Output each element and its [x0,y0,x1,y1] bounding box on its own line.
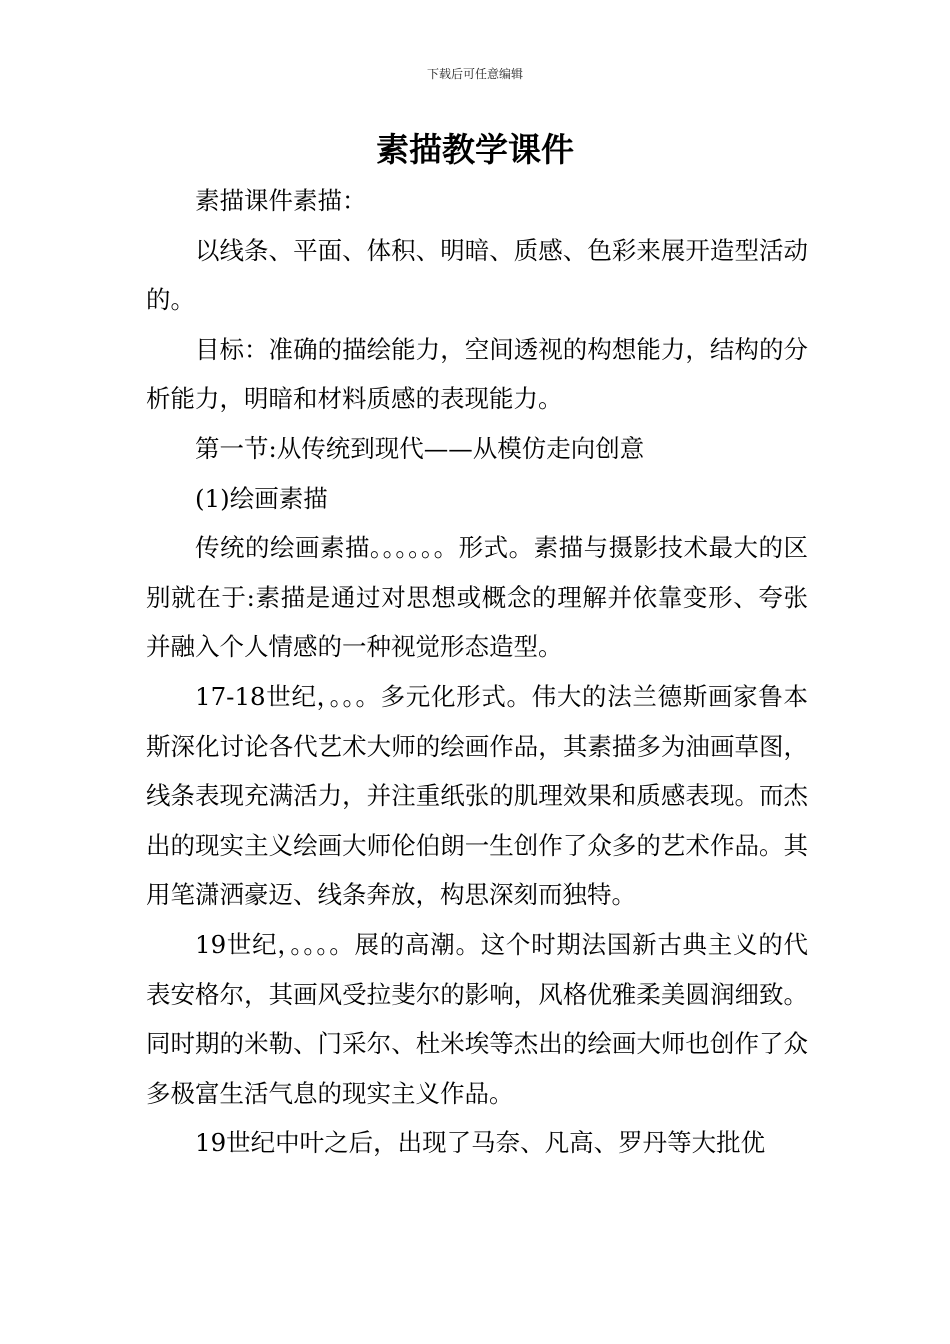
paragraph-traditional: 传统的绘画素描。。。。。。形式。素描与摄影技术最大的区别就在于:素描是通过对思想或概念的理解并依靠变形、夸张并融入个人情感的一种视觉形态造型。 [146,533,808,662]
paragraph-intro-label: 素描课件素描： [195,186,367,215]
section-heading: 第一节:从传统到现代——从模仿走向创意 [195,433,645,463]
paragraph-17-18-century: 17-18世纪，。。。多元化形式。伟大的法兰德斯画家鲁本斯深化讨论各代艺术大师的绘画作品，其素描多为油画草图，线条表现充满活力，并注重纸张的肌理效果和质感表现。而杰出的现实主义绘画大师伦伯朗一生创作了众多的艺术作品。其用笔潇洒豪迈、线条奔放，构思深刻而独特。 [146,681,808,910]
page-header-note: 下载后可任意编辑 [426,67,523,81]
paragraph-mid-19-century: 19世纪中叶之后，出现了马奈、凡高、罗丹等大批优 [195,1128,766,1158]
paragraph-goals: 目标：准确的描绘能力，空间透视的构想能力，结构的分析能力，明暗和材料质感的表现能力。 [146,334,808,414]
document-title: 素描教学课件 [376,130,574,169]
subsection-heading: (1)绘画素描 [195,483,328,513]
paragraph-definition: 以线条、平面、体积、明暗、质感、色彩来展开造型活动的。 [146,235,808,315]
document-body [146,176,808,1168]
paragraph-19-century: 19世纪，。。。。展的高潮。这个时期法国新古典主义的代表安格尔，其画风受拉斐尔的影响，风格优雅柔美圆润细致。同时期的米勒、门采尔、杜米埃等杰出的绘画大师也创作了众多极富生活气息的现实主义作品。 [146,929,808,1108]
